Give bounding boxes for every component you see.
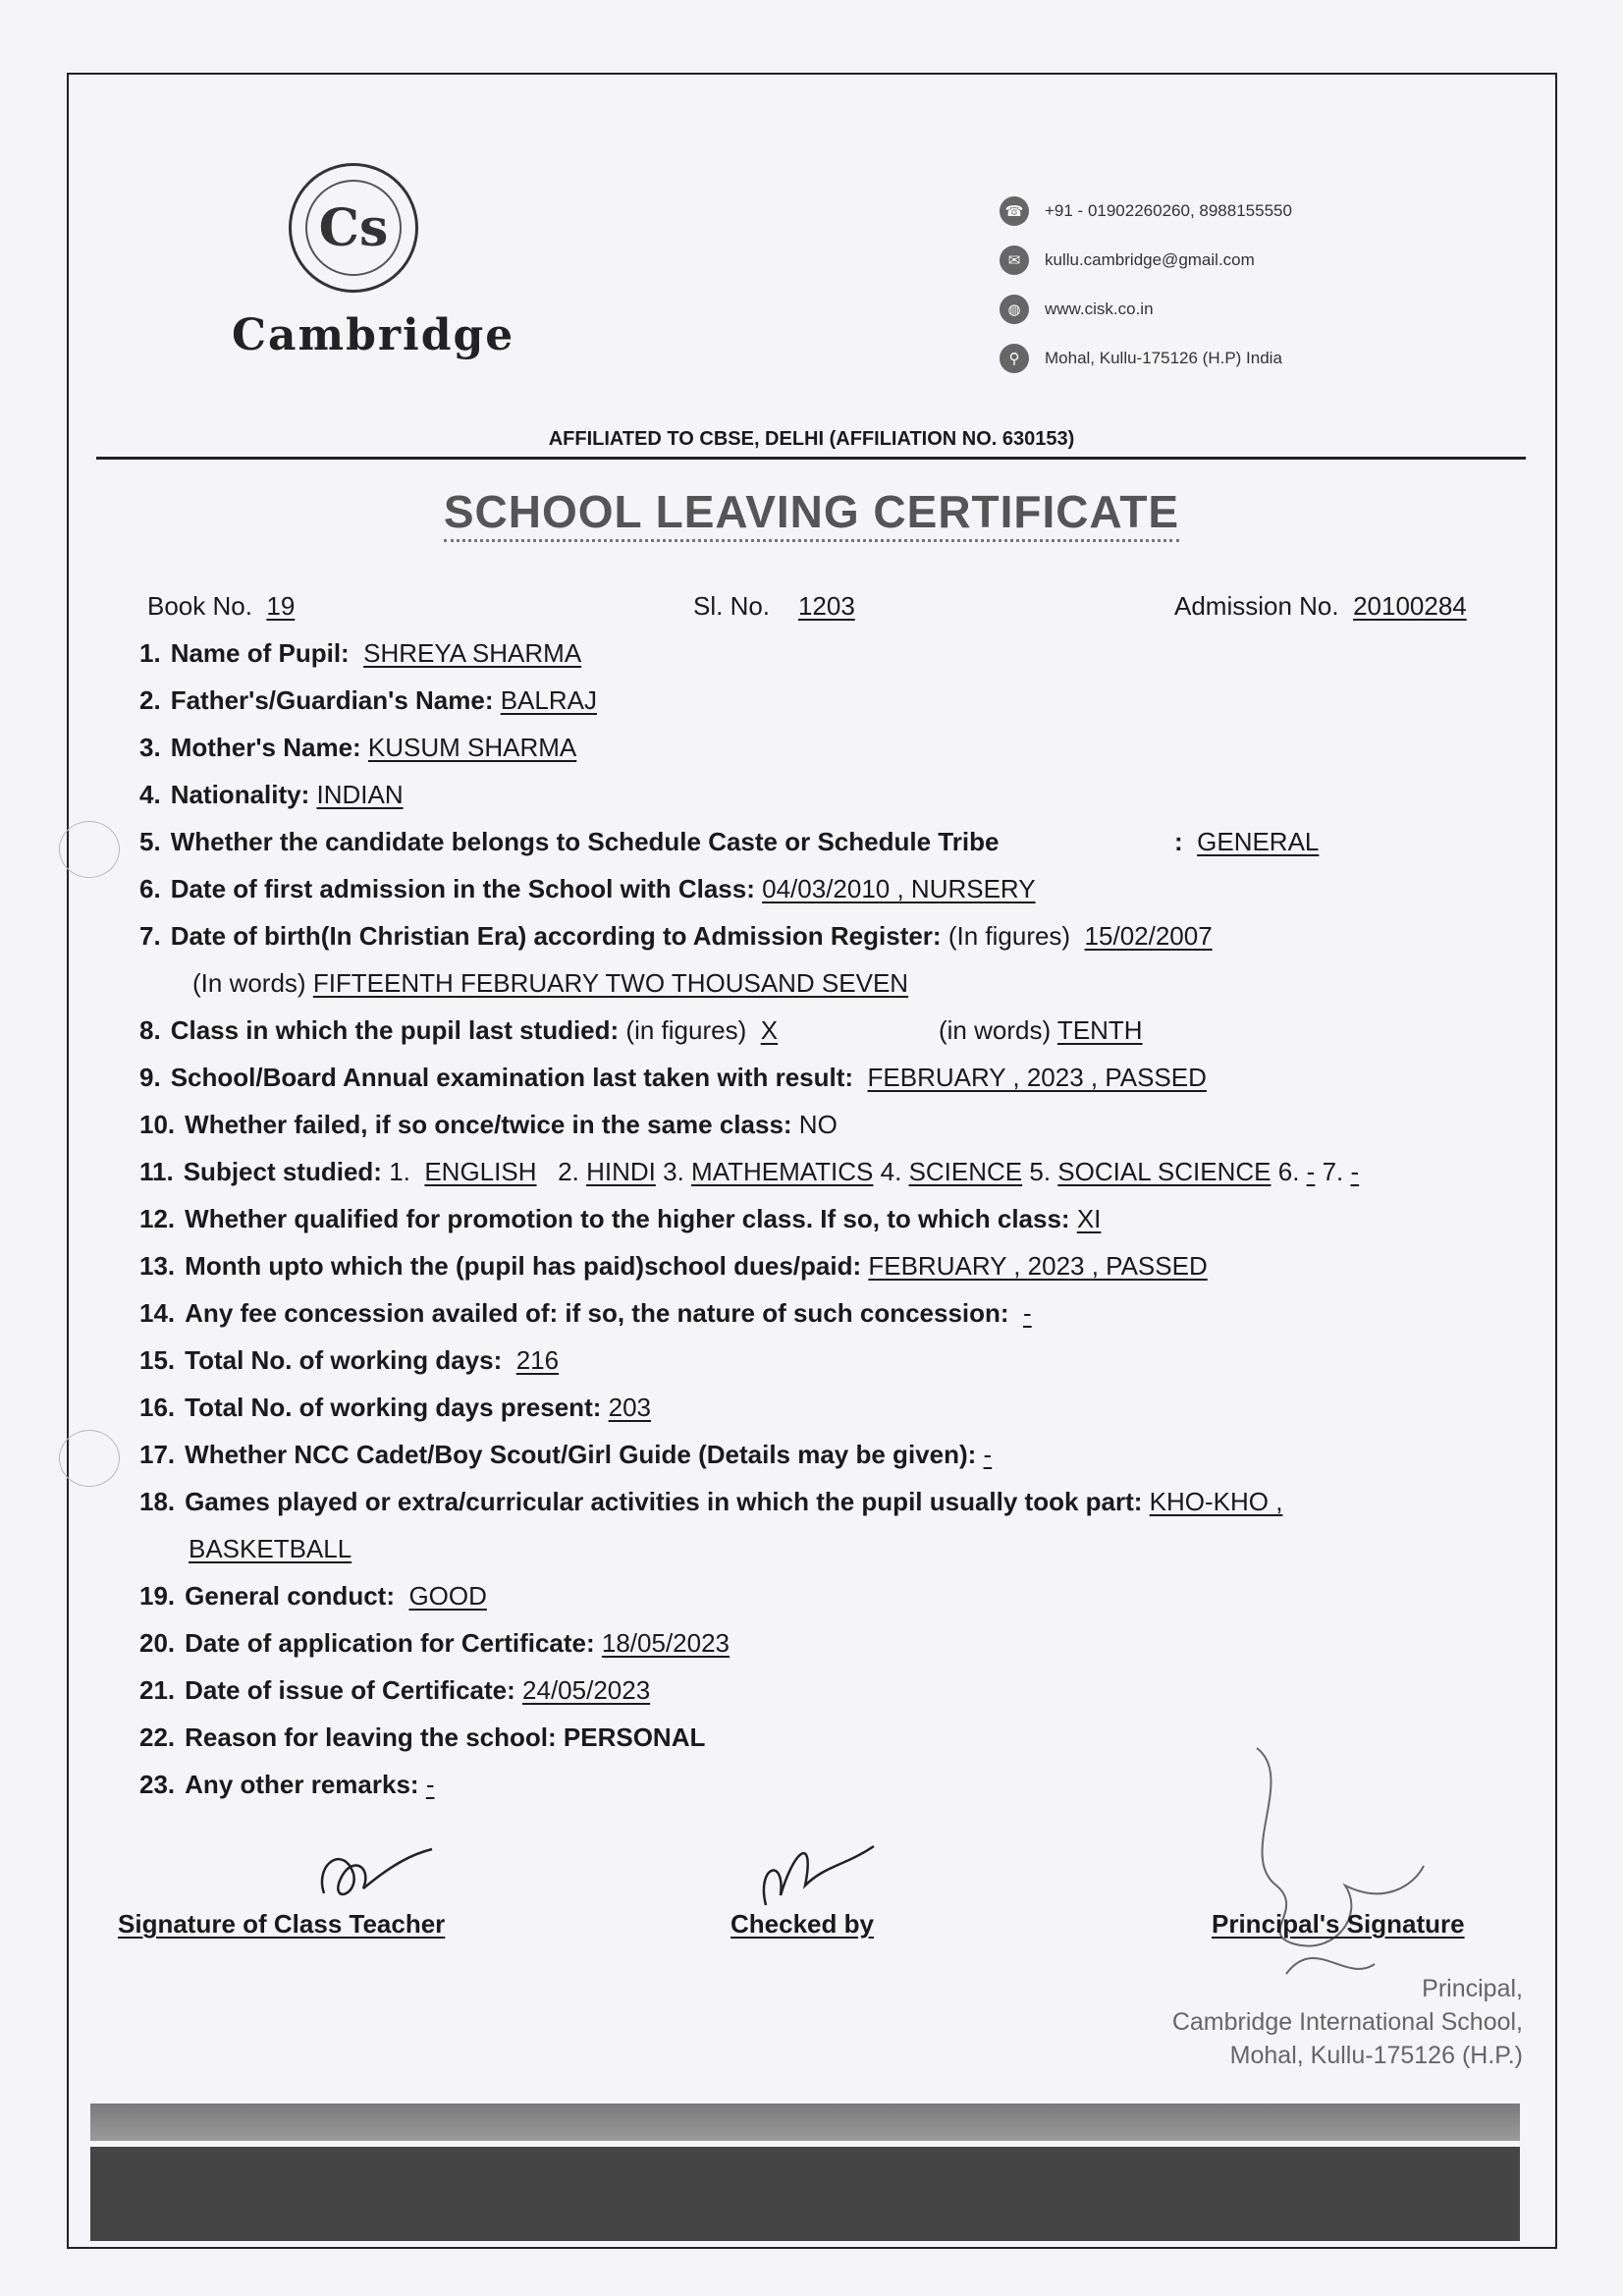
item-13: 13. Month upto which the (pupil has paid)school dues/paid: FEBRUARY , 2023 , PASSED	[139, 1251, 1208, 1281]
checked-by-label: Checked by	[730, 1909, 874, 1939]
email-text: kullu.cambridge@gmail.com	[1045, 250, 1255, 269]
globe-icon: ◍	[1000, 295, 1029, 324]
phone-icon: ☎	[1000, 196, 1029, 226]
website-text: www.cisk.co.in	[1045, 300, 1154, 318]
item-16: 16. Total No. of working days present: 203	[139, 1393, 652, 1422]
item-12: 12. Whether qualified for promotion to the higher class. If so, to which class: XI	[139, 1204, 1102, 1233]
item-5: 5. Whether the candidate belongs to Schedule Caste or Schedule Tribe	[139, 827, 1000, 856]
item-18: 18. Games played or extra/curricular activities in which the pupil usually took part: KHO-KHO ,	[139, 1487, 1283, 1516]
punch-hole	[59, 1430, 120, 1487]
principal-stamp: Principal, Cambridge International School, Mohal, Kullu-175126 (H.P.)	[1171, 1975, 1523, 2069]
item-8-words: (in words) TENTH	[939, 1015, 1143, 1045]
item-7-words: (In words) FIFTEENTH FEBRUARY TWO THOUSAND SEVEN	[192, 968, 909, 998]
header-divider	[96, 457, 1526, 460]
item-18-cont: BASKETBALL	[189, 1534, 352, 1563]
principal-signature	[1217, 1738, 1434, 1994]
school-logo	[232, 163, 515, 369]
item-17: 17. Whether NCC Cadet/Boy Scout/Girl Guide (Details may be given): -	[139, 1440, 993, 1469]
item-6: 6. Date of first admission in the School with Class: 04/03/2010 , NURSERY	[139, 874, 1036, 903]
item-14: 14. Any fee concession availed of: if so, the nature of such concession: -	[139, 1298, 1032, 1328]
item-3: 3. Mother's Name: KUSUM SHARMA	[139, 733, 577, 762]
contact-block	[1000, 187, 1292, 383]
page-title: SCHOOL LEAVING CERTIFICATE	[0, 485, 1623, 538]
item-19: 19. General conduct: GOOD	[139, 1581, 487, 1611]
item-11: 11. Subject studied: 1. ENGLISH 2. HINDI 3. MATHEMATICS 4. SCIENCE 5. SOCIAL SCIENCE 6. - 7. -	[139, 1157, 1360, 1186]
mail-icon: ✉	[1000, 246, 1029, 275]
item-8: 8. Class in which the pupil last studied: (in figures) X	[139, 1015, 779, 1045]
admission-no: Admission No. 20100284	[1174, 591, 1467, 621]
location-icon: ⚲	[1000, 344, 1029, 373]
item-23: 23. Any other remarks: -	[139, 1770, 435, 1799]
footer-band-dark	[90, 2147, 1520, 2241]
item-20: 20. Date of application for Certificate: 18/05/2023	[139, 1628, 730, 1658]
address-text: Mohal, Kullu-175126 (H.P) India	[1045, 349, 1282, 367]
class-teacher-signature	[304, 1834, 442, 1913]
class-teacher-signature-label: Signature of Class Teacher	[118, 1909, 446, 1939]
phone-text: +91 - 01902260260, 8988155550	[1045, 201, 1292, 220]
checked-by-signature	[727, 1827, 884, 1915]
affiliation-line: AFFILIATED TO CBSE, DELHI (AFFILIATION NO. 630153)	[548, 428, 1075, 450]
principal-signature-label: Principal's Signature	[1212, 1909, 1465, 1939]
item-10: 10. Whether failed, if so once/twice in the same class: NO	[139, 1110, 838, 1139]
item-1: 1. Name of Pupil: SHREYA SHARMA	[139, 638, 582, 668]
item-15: 15. Total No. of working days: 216	[139, 1345, 560, 1375]
footer-band-light	[90, 2104, 1520, 2141]
logo-monogram: Cs	[305, 180, 402, 276]
book-no: Book No. 19	[147, 591, 296, 621]
logo-text: Cambridge	[232, 310, 515, 360]
item-5-value: : GENERAL	[1174, 827, 1320, 856]
item-21: 21. Date of issue of Certificate: 24/05/2023	[139, 1675, 651, 1705]
sl-no: Sl. No. 1203	[693, 591, 855, 621]
item-9: 9. School/Board Annual examination last taken with result: FEBRUARY , 2023 , PASSED	[139, 1063, 1207, 1092]
punch-hole	[59, 821, 120, 878]
item-7: 7. Date of birth(In Christian Era) according to Admission Register: (In figures) 15/02/2007	[139, 921, 1213, 951]
item-2: 2. Father's/Guardian's Name: BALRAJ	[139, 685, 597, 715]
item-22: 22. Reason for leaving the school: PERSONAL	[139, 1722, 706, 1752]
item-4: 4. Nationality: INDIAN	[139, 780, 404, 809]
